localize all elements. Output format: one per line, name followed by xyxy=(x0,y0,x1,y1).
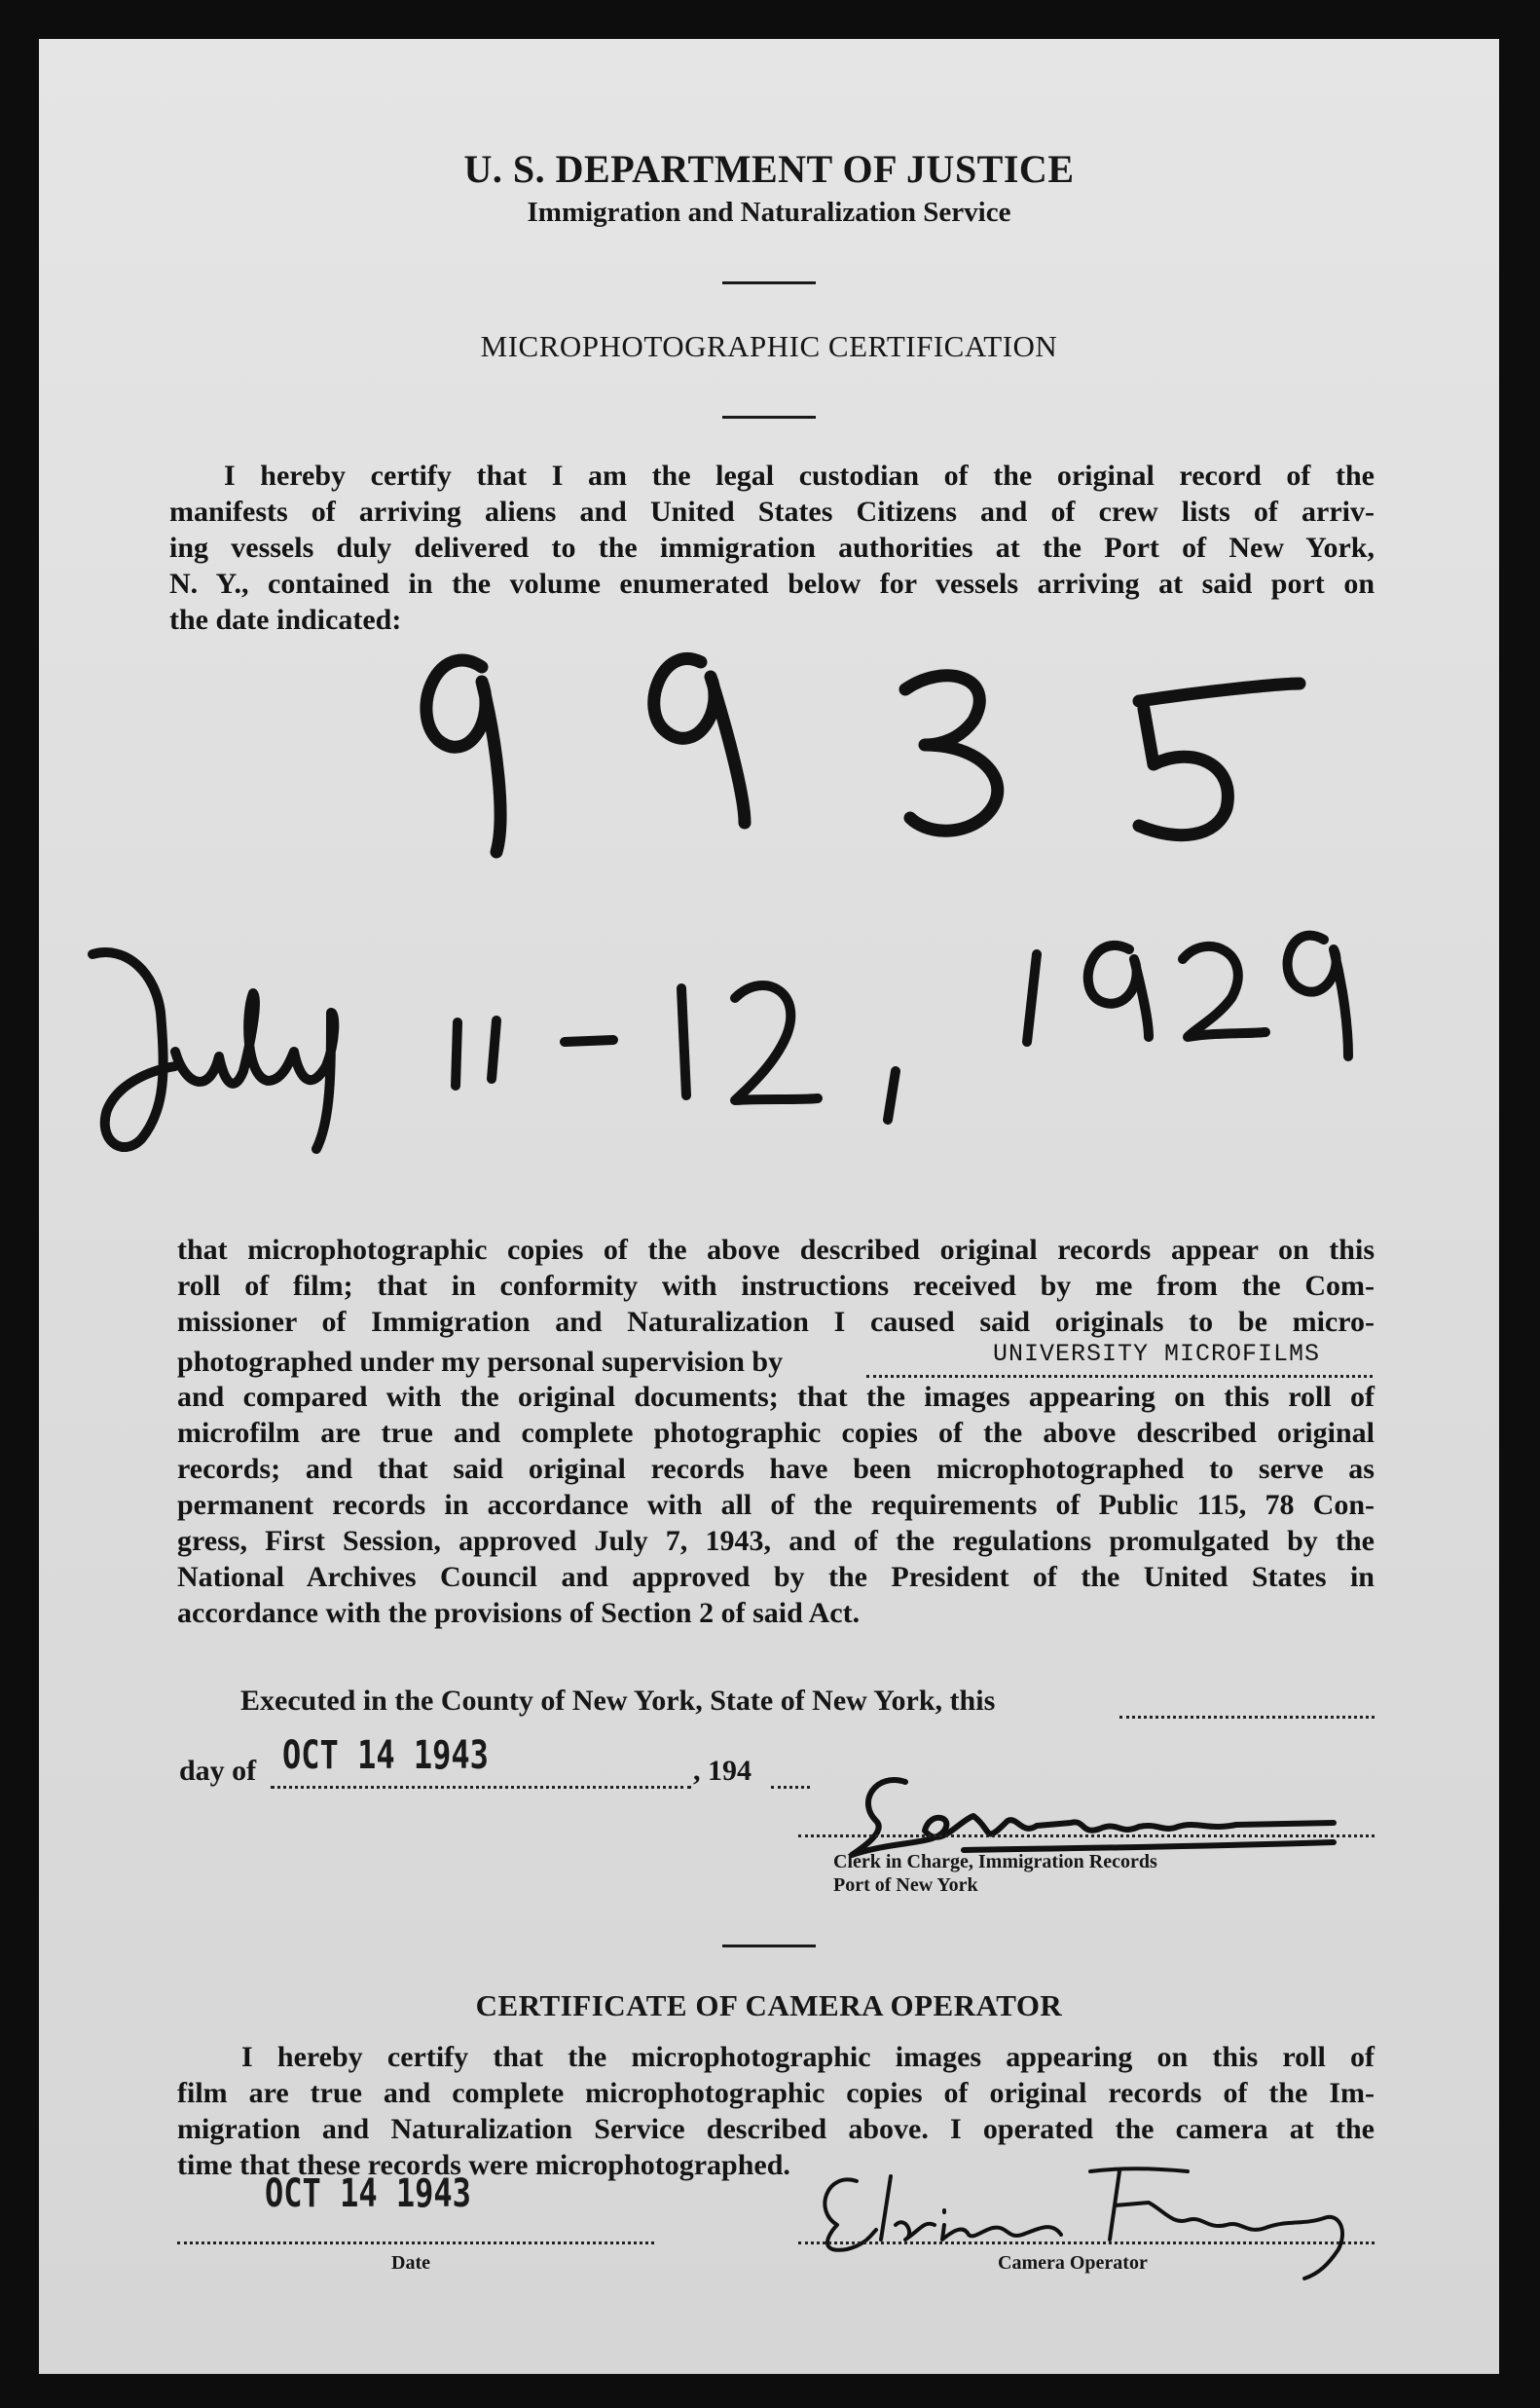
supervision-line xyxy=(177,1340,1375,1379)
camera-line: time that these records were microphotographed. xyxy=(177,2149,790,2181)
dotted-fill-line xyxy=(271,1786,691,1789)
date-stamp: OCT 14 1943 xyxy=(282,1733,489,1778)
intro-line: N. Y., contained in the volume enumerated below for vessels arriving at said port on xyxy=(169,568,1375,600)
body-line: National Archives Council and approved by the President of the United States in xyxy=(177,1561,1375,1593)
signature-line xyxy=(798,1834,1375,1837)
service-subtitle: Immigration and Naturalization Service xyxy=(527,197,1011,228)
operator-label: Camera Operator xyxy=(998,2252,1148,2274)
body-line: missioner of Immigration and Naturalization I caused said originals to be micro- xyxy=(177,1306,1375,1338)
handwritten-date xyxy=(39,39,1499,1305)
intro-line: ing vessels duly delivered to the immigration authorities at the Port of New York, xyxy=(169,532,1375,564)
body-line: roll of film; that in conformity with instructions received by me from the Com- xyxy=(177,1270,1375,1302)
clerk-port: Port of New York xyxy=(833,1874,978,1896)
body-line: that microphotographic copies of the above described original records appear on this xyxy=(177,1234,1375,1266)
dotted-fill-line xyxy=(771,1786,810,1789)
camera-line: migration and Naturalization Service described above. I operated the camera at the xyxy=(177,2113,1375,2145)
clerk-title: Clerk in Charge, Immigration Records xyxy=(833,1851,1157,1872)
body-line: microfilm are true and complete photographic copies of the above described original xyxy=(177,1417,1375,1449)
camera-line: film are true and complete microphotographic copies of original records of the Im- xyxy=(177,2077,1375,2109)
divider xyxy=(722,1945,816,1947)
body-line: permanent records in accordance with all of the requirements of Public 115, 78 Con- xyxy=(177,1489,1375,1521)
date-line xyxy=(177,2241,654,2244)
certification-title: MICROPHOTOGRAPHIC CERTIFICATION xyxy=(480,329,1058,363)
intro-line: the date indicated: xyxy=(169,604,402,636)
year-label: , 194 xyxy=(693,1755,752,1787)
camera-heading: CERTIFICATE OF CAMERA OPERATOR xyxy=(475,1988,1063,2022)
intro-line: manifests of arriving aliens and United States Citizens and of crew lists of arriv- xyxy=(169,496,1375,528)
certificate-page xyxy=(39,39,1499,2374)
body-line: and compared with the original documents; that the images appearing on this roll of xyxy=(177,1381,1375,1413)
intro-line: I hereby certify that I am the legal custodian of the original record of the xyxy=(224,460,1375,492)
operator-line xyxy=(798,2241,1375,2244)
day-of-label: day of xyxy=(179,1755,257,1787)
dotted-fill-line xyxy=(1119,1716,1375,1719)
body-line: accordance with the provisions of Section 2 of said Act. xyxy=(177,1597,861,1629)
date-label: Date xyxy=(391,2252,430,2274)
department-title: U. S. DEPARTMENT OF JUSTICE xyxy=(463,147,1075,191)
body-line: records; and that said original records have been microphotographed to serve as xyxy=(177,1453,1375,1485)
executed-line: Executed in the County of New York, State of New York, this xyxy=(240,1685,996,1717)
body-paragraph xyxy=(177,1232,1375,1631)
microfilm-company: UNIVERSITY MICROFILMS xyxy=(993,1340,1321,1368)
camera-line: I hereby certify that the microphotographic images appearing on this roll of xyxy=(241,2041,1375,2073)
body-line: gress, First Session, approved July 7, 1943, and of the regulations promulgated by the xyxy=(177,1525,1375,1557)
dotted-fill-line xyxy=(866,1375,1373,1378)
body-line: photographed under my personal supervision by xyxy=(177,1346,784,1378)
camera-date-stamp: OCT 14 1943 xyxy=(265,2171,471,2216)
